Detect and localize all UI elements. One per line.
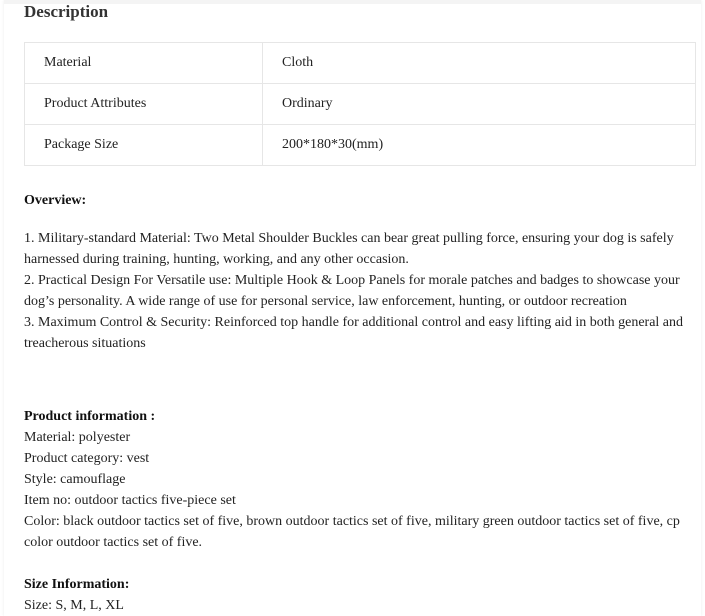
size-information-title: Size Information: xyxy=(24,577,130,592)
spec-key: Product Attributes xyxy=(25,84,263,125)
spec-table xyxy=(24,42,696,166)
spec-value: Ordinary xyxy=(263,84,696,125)
overview-line: treacherous situations xyxy=(24,336,146,351)
product-info-line: color outdoor tactics set of five. xyxy=(24,535,203,550)
size-information-section xyxy=(24,574,694,616)
spec-value: 200*180*30(mm) xyxy=(263,125,696,166)
overview-line: 3. Maximum Control & Security: Reinforced top handle for additional control and easy lifting aid in both general and xyxy=(24,315,684,330)
overview-section xyxy=(24,190,694,354)
description-heading: Description xyxy=(24,2,109,21)
product-info-line: Product category: vest xyxy=(24,451,150,466)
overview-line: 2. Practical Design For Versatile use: Multiple Hook & Loop Panels for morale patches and badges to showcase your xyxy=(24,273,680,288)
spec-value: Cloth xyxy=(263,43,696,84)
product-info-line: Item no: outdoor tactics five-piece set xyxy=(24,493,236,508)
product-info-line: Material: polyester xyxy=(24,430,131,445)
overview-line: dog’s personality. A wide range of use for personal service, law enforcement, hunting, or outdoor recreation xyxy=(24,294,627,309)
overview-line: 1. Military-standard Material: Two Metal Shoulder Buckles can bear great pulling force, ensuring your dog is safely xyxy=(24,231,674,246)
product-info-line: Color: black outdoor tactics set of five, brown outdoor tactics set of five, military green outdoor tactics set of five, cp xyxy=(24,514,680,529)
size-info-line: Size: S, M, L, XL xyxy=(24,598,124,613)
spec-key: Package Size xyxy=(25,125,263,166)
product-description-panel xyxy=(4,0,701,616)
table-row xyxy=(25,125,696,166)
top-divider xyxy=(4,0,701,4)
product-information-title: Product information : xyxy=(24,409,156,424)
spec-key: Material xyxy=(25,43,263,84)
table-row xyxy=(25,43,696,84)
product-info-line: Style: camouflage xyxy=(24,472,126,487)
overview-line: harnessed during training, hunting, working, and any other occasion. xyxy=(24,252,409,267)
product-information-section xyxy=(24,406,694,553)
overview-title: Overview: xyxy=(24,193,87,208)
table-row xyxy=(25,84,696,125)
